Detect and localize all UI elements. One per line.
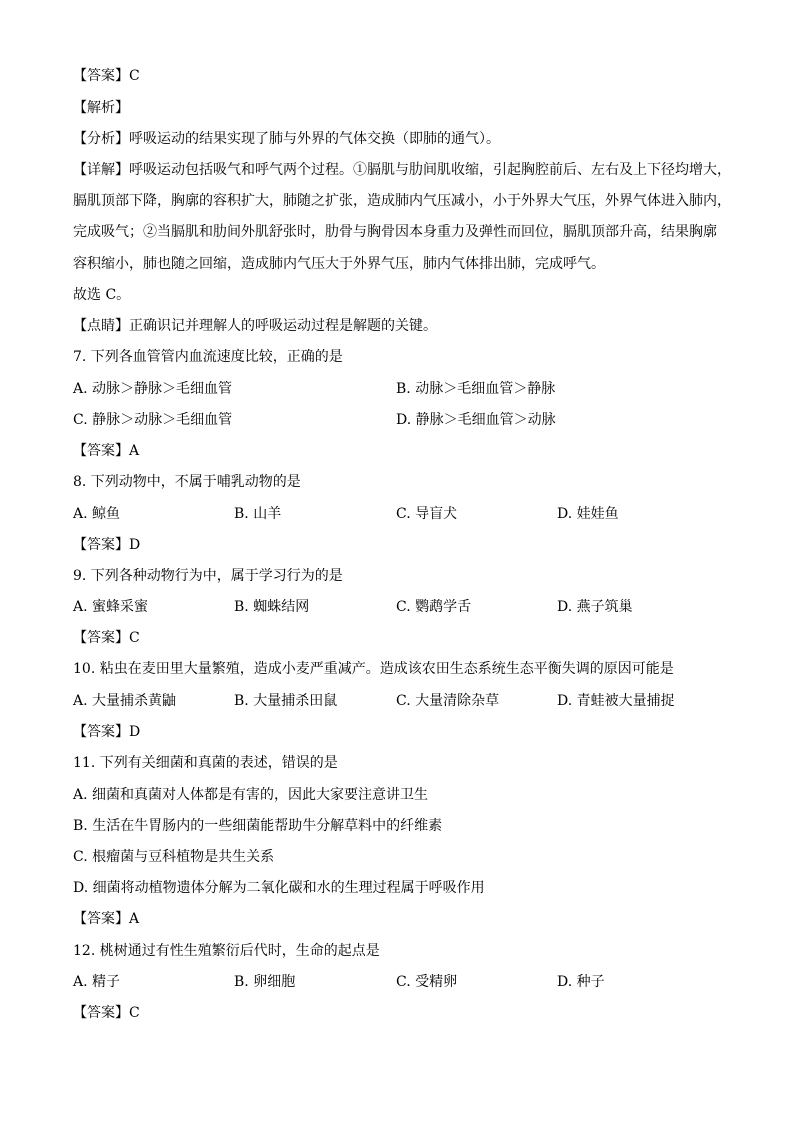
- option: B. 动脉＞毛细血管＞静脉: [396, 381, 556, 397]
- question-stem: 11. 下列有关细菌和真菌的表述，错误的是: [73, 755, 338, 771]
- option: C. 受精卵: [396, 974, 458, 990]
- detail-line: 【详解】呼吸运动包括吸气和呼气两个过程。①膈肌与肋间肌收缩，引起胸腔前后、左右及上下径均增大，: [73, 162, 731, 178]
- analysis-summary: 【分析】呼吸运动的结果实现了肺与外界的气体交换（即肺的通气）。: [73, 131, 500, 147]
- question-stem: 12. 桃树通过有性生殖繁衍后代时，生命的起点是: [73, 943, 380, 959]
- answer-line: 【答案】C: [73, 1005, 140, 1021]
- option: C. 根瘤菌与豆科植物是共生关系: [73, 849, 275, 865]
- question-stem: 7. 下列各血管管内血流速度比较，正确的是: [73, 349, 343, 365]
- option: D. 青蛙被大量捕捉: [557, 693, 675, 709]
- option: A. 细菌和真菌对人体都是有害的，因此大家要注意讲卫生: [73, 787, 429, 803]
- question-stem: 8. 下列动物中，不属于哺乳动物的是: [73, 474, 301, 490]
- option: D. 娃娃鱼: [557, 506, 619, 522]
- option: D. 静脉＞毛细血管＞动脉: [396, 412, 556, 428]
- detail-line: 膈肌顶部下降，胸廓的容积扩大，肺随之扩张，造成肺内气压减小，小于外界大气压，外界气体进入肺内，: [73, 193, 731, 209]
- choose-line: 故选 C。: [73, 287, 131, 303]
- option: B. 生活在牛胃肠内的一些细菌能帮助牛分解草料中的纤维素: [73, 818, 443, 834]
- option: B. 蜘蛛结网: [234, 599, 310, 615]
- answer-line: 【答案】A: [73, 443, 140, 459]
- option: A. 精子: [73, 974, 121, 990]
- option: B. 大量捕杀田鼠: [234, 693, 338, 709]
- detail-line: 容积缩小，肺也随之回缩，造成肺内气压大于外界气压，肺内气体排出肺，完成呼气。: [73, 256, 605, 272]
- option: D. 种子: [557, 974, 605, 990]
- option: A. 蜜蜂采蜜: [73, 599, 149, 615]
- option: A. 动脉＞静脉＞毛细血管: [73, 381, 233, 397]
- detail-line: 完成吸气；②当膈肌和肋间外肌舒张时，肋骨与胸骨因本身重力及弹性而回位，膈肌顶部升高，结果胸廓: [73, 224, 717, 240]
- option: D. 燕子筑巢: [557, 599, 633, 615]
- option: D. 细菌将动植物遗体分解为二氧化碳和水的生理过程属于呼吸作用: [73, 880, 485, 896]
- option: A. 大量捕杀黄鼬: [73, 693, 177, 709]
- option: B. 卵细胞: [234, 974, 296, 990]
- option: C. 导盲犬: [396, 506, 458, 522]
- key-point-line: 【点睛】正确识记并理解人的呼吸运动过程是解题的关键。: [73, 318, 437, 334]
- answer-line: 【答案】C: [73, 630, 140, 646]
- option: C. 大量清除杂草: [396, 693, 500, 709]
- option: C. 静脉＞动脉＞毛细血管: [73, 412, 233, 428]
- answer-line: 【答案】A: [73, 911, 140, 927]
- answer-line: 【答案】D: [73, 724, 141, 740]
- answer-line: 【答案】D: [73, 537, 141, 553]
- analysis-heading: 【解析】: [73, 100, 129, 116]
- option: B. 山羊: [234, 506, 282, 522]
- question-stem: 10. 粘虫在麦田里大量繁殖，造成小麦严重减产。造成该农田生态系统生态平衡失调的原因可能是: [73, 661, 674, 677]
- option: C. 鹦鹉学舌: [396, 599, 472, 615]
- question-stem: 9. 下列各种动物行为中，属于学习行为的是: [73, 568, 343, 584]
- option: A. 鲸鱼: [73, 506, 121, 522]
- answer-line: 【答案】C: [73, 68, 140, 84]
